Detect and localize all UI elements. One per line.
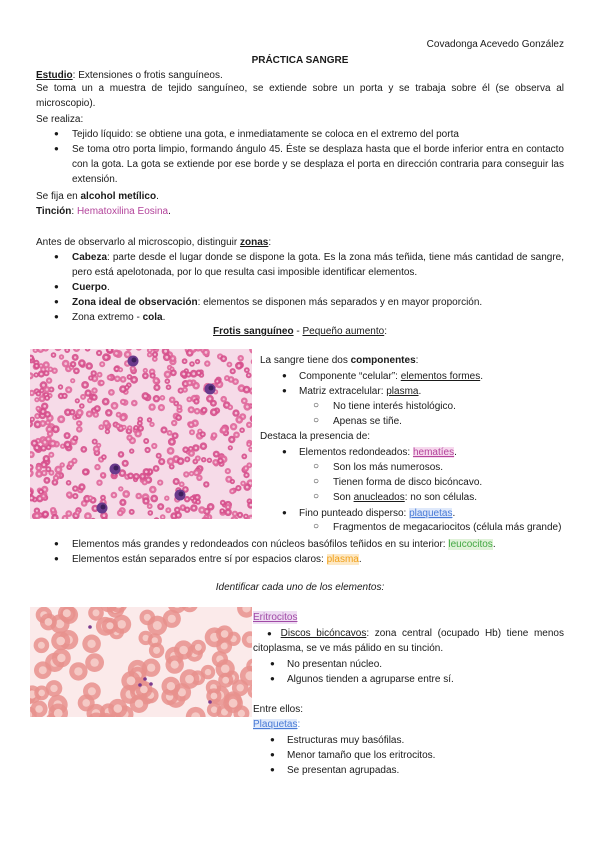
leucocitos-prefix: Elementos más grandes y redondeados con núcleos basófilos teñidos en su interior:: [72, 539, 449, 550]
bullet-icon: ●: [54, 282, 59, 291]
plaquetas-prefix: Fino punteado disperso:: [299, 508, 410, 519]
se-realiza: Se realiza:: [36, 114, 84, 125]
zona-desc: .: [162, 312, 166, 323]
step-text: Se toma otro porta limpio, formando ángulo 45. Éste se desplaza hasta que el borde inferior entra en contacto con la gota. La gota se extiende por ese borde y se desplaza el porta en dirección contraria para conseguir las extensión.: [72, 144, 564, 185]
zona-prefix: Zona extremo -: [72, 312, 143, 323]
tincion-colon: :: [71, 206, 77, 217]
sub-text: No tiene interés histológico.: [333, 401, 456, 412]
plaquetas-heading-suffix: :: [297, 719, 301, 730]
circle-icon: ○: [313, 461, 320, 472]
comp-value: elementos formes: [400, 371, 481, 382]
zonas-label: zonas: [239, 237, 269, 248]
sub-text: Son los más numerosos.: [333, 462, 444, 473]
bullet-icon: ●: [54, 312, 59, 321]
hematies-prefix: Elementos redondeados:: [299, 447, 413, 458]
fija-suffix: .: [156, 191, 159, 202]
bullet-icon: ●: [54, 554, 59, 563]
circle-icon: ○: [313, 400, 320, 411]
circle-icon: ○: [313, 491, 320, 502]
comp-suffix: .: [480, 371, 483, 382]
antes-line: [36, 236, 271, 249]
zona-label: Cuerpo: [72, 282, 107, 293]
frotis-heading: [0, 325, 600, 338]
componentes-line: [260, 354, 418, 367]
hematies-value: hematíes: [412, 447, 455, 458]
anucleados-prefix: Son: [333, 492, 354, 503]
antes-suffix: :: [268, 237, 272, 248]
circle-icon: ○: [313, 415, 320, 426]
frotis-suffix: :: [384, 326, 387, 337]
sub-text: Fragmentos de megacariocitos (célula más grande): [333, 522, 562, 533]
zona-desc: : elementos se disponen más separados y en mayor proporción.: [197, 297, 483, 308]
destaca-line: Destaca la presencia de:: [260, 431, 371, 442]
anucleados-suffix: : no son células.: [404, 492, 477, 503]
comp-suffix: .: [418, 386, 422, 397]
item-text: Algunos tienden a agruparse entre sí.: [287, 674, 454, 685]
sub-text: Apenas se tiñe.: [333, 416, 402, 427]
circle-icon: ○: [313, 521, 320, 532]
bullet-icon: ●: [282, 447, 287, 456]
entre-ellos: Entre ellos:: [253, 704, 304, 715]
frotis-sep: -: [293, 326, 303, 337]
plaquetas-heading: [253, 718, 300, 731]
micrograph-low-mag: [30, 349, 252, 519]
bullet-icon: ●: [270, 659, 275, 668]
micrograph-high-mag: [30, 607, 252, 717]
zona-label: Zona ideal de observación: [72, 297, 198, 308]
leucocitos-suffix: .: [492, 539, 496, 550]
step-text: Tejido líquido: se obtiene una gota, e inmediatamente se coloca en el extremo del porta: [72, 129, 459, 140]
aumento-label: Pequeño aumento: [302, 326, 385, 337]
bullet-icon: ●: [282, 386, 287, 395]
anucleados-value: anucleados: [353, 492, 405, 503]
discos-desc: : zona central (ocupado Hb) tiene menos citoplasma, se ve más pálido en su tinción.: [253, 628, 564, 654]
componentes-label: componentes: [350, 355, 416, 366]
bullet-icon: ●: [54, 539, 59, 548]
fija-value: alcohol metílico: [80, 191, 157, 202]
antes-prefix: Antes de observarlo al microscopio, distinguir: [36, 237, 240, 248]
frotis-label: Frotis sanguíneo: [213, 326, 294, 337]
bullet-icon: ●: [282, 371, 287, 380]
tincion-label: Tinción: [36, 206, 72, 217]
bullet-icon: ●: [54, 297, 59, 306]
estudio-label: Estudio: [36, 70, 73, 81]
fija-prefix: Se fija en: [36, 191, 81, 202]
comp-prefix: Matriz extracelular:: [299, 386, 387, 397]
zona-text: [72, 311, 165, 324]
sub-text: Tienen forma de disco bicóncavo.: [333, 477, 483, 488]
discos-label: Discos bicóncavos: [280, 628, 367, 639]
zona-desc: .: [107, 282, 110, 293]
hematies-suffix: .: [454, 447, 457, 458]
bullet-icon: ●: [270, 750, 275, 759]
bullet-icon: ●: [282, 508, 287, 517]
discos-text: [253, 626, 564, 656]
zona-text: [72, 296, 482, 309]
comp-prefix: Componente “celular”:: [299, 371, 401, 382]
item-text: No presentan núcleo.: [287, 659, 383, 670]
item-text: Se presentan agrupadas.: [287, 765, 400, 776]
bullet-icon: ●: [54, 129, 59, 138]
tincion-line: [36, 205, 171, 218]
zona-desc: : parte desde el lugar donde se dispone la gota. Es la zona más teñida, tiene más cantidad de sangre, pero está apelotonada, por lo que resulta casi imposible identificar elementos.: [72, 252, 564, 278]
blood-smear-image: [30, 349, 252, 519]
intro-paragraph: Se toma un a muestra de tejido sanguíneo, se extiende sobre un porta y se trabaja sobre él (se observa al microscopio).: [36, 83, 564, 109]
item-text: Estructuras muy basófilas.: [287, 735, 405, 746]
bullet-icon: ●: [54, 144, 59, 153]
fija-line: [36, 190, 159, 203]
bullet-icon: ●: [267, 629, 275, 638]
zona-text: [72, 281, 110, 294]
eritrocitos-heading: Eritrocitos: [253, 612, 298, 623]
circle-icon: ○: [313, 476, 320, 487]
estudio-text: : Extensiones o frotis sanguíneos.: [72, 70, 223, 81]
identificar-heading: Identificar cada uno de los elementos:: [215, 582, 385, 593]
comp-value: plasma: [386, 386, 419, 397]
tincion-value: Hematoxilina Eosina: [76, 206, 169, 217]
bullet-icon: ●: [270, 674, 275, 683]
tincion-suffix: .: [168, 206, 171, 217]
plasma-value: plasma: [326, 554, 359, 565]
author: Covadonga Acevedo González: [426, 39, 564, 50]
plaquetas-suffix: .: [452, 508, 456, 519]
zona-label: cola: [142, 312, 163, 323]
leucocitos-value: leucocitos: [448, 539, 493, 550]
bullet-icon: ●: [54, 252, 59, 261]
plaquetas-value: plaquetas: [409, 508, 453, 519]
plaquetas-heading-text: Plaquetas: [253, 719, 298, 730]
bullet-icon: ●: [270, 735, 275, 744]
item-text: Menor tamaño que los eritrocitos.: [287, 750, 436, 761]
zona-label: Cabeza: [72, 252, 108, 263]
erythrocytes-image: [30, 607, 252, 717]
bullet-icon: ●: [270, 765, 275, 774]
zona-text: [72, 250, 564, 280]
plasma-suffix: .: [358, 554, 362, 565]
plasma-prefix: Elementos están separados entre sí por espacios claros:: [72, 554, 327, 565]
componentes-prefix: La sangre tiene dos: [260, 355, 351, 366]
page-title: PRÁCTICA SANGRE: [251, 55, 349, 66]
componentes-suffix: :: [415, 355, 419, 366]
